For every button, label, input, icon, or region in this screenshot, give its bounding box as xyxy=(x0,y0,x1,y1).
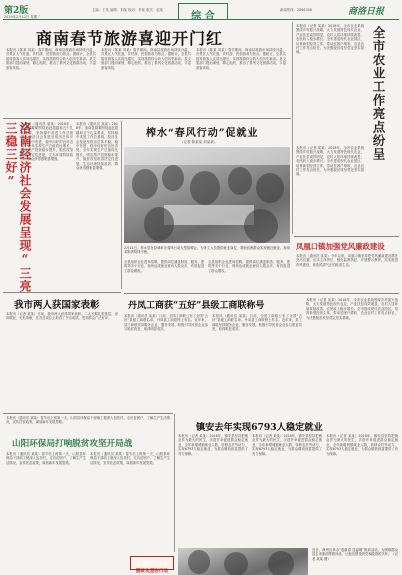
lead-story-body-2: 本报讯（陈某 刘某）春节期间，商南县旅游市场持续升温，各景区人气旺盛，乡村游、民俗游成为热点。据统计，全县共接待游客人次同比增长，实现旅游综合收入创历史新高。县文旅部门提前谋划，精心组织，推出了系列文化旅游活动，丰富游客体验。 xyxy=(101,48,191,70)
zhen-an-body-3: 本报讯（记者 某某）2018年，镇安县坚持把就业作为最大的民生，多措并举促进群众稳定就业，全年新增城镇就业人数，转移农村劳动力，实现6793人稳定就业，为群众增收致富提供了有力保障。 xyxy=(326,434,398,456)
lead-headline: 商南春节旅游喜迎开门红 xyxy=(36,29,224,48)
feature-headline: 榨水“春风行动”促就业 xyxy=(146,128,259,139)
job-fair-photo xyxy=(124,147,290,243)
gongshang-top-rule xyxy=(124,293,399,294)
masthead-logo: 商洛日报 xyxy=(348,7,385,17)
gongshang-body-2: 本报讯（通讯员 某某）日前，全国工商联公布了全国“五好”县级工商联名单，丹凤县工商联榜上有名。近年来，县工商联坚持服务企业、服务发展，积极引导民营企业参与脱贫攻坚，取得明显成效。 xyxy=(212,314,302,332)
shanyang-top-rule xyxy=(3,413,173,414)
left-vertical-headline: 洛南经济社会发展呈现“三亮三稳三好” xyxy=(4,122,32,293)
shanyang-body-top: 本报讯（通讯员 某某）春节后上班第一天，山阳县环保局干部职工便深入包扶村，走访贫困户，了解生产生活情况，宣传扶贫政策，谋划新年发展思路。 xyxy=(6,416,170,425)
news-hotline: 新闻热线：2866306 xyxy=(280,8,313,12)
biaozhang-top-rule xyxy=(3,292,121,293)
feature-credit: （记者 陈某某 刘某某） xyxy=(180,140,218,144)
right-lower-body: 本报讯（记者 某某）2018年，全市农业系统围绕乡村振兴战略，大力发展特色现代农业，产业扶贫成效明显，农村人居环境持续改善，农民收入稳步增长。全市建成现代农业园区，培育新型经营主体，带动贫困户增收，农业农村工作亮点纷呈，为决胜脱贫攻坚奠定坚实基础。 xyxy=(296,146,364,177)
left-story-body-2: 本报讯（通讯员 某某）2018年，洛南县紧紧围绕追赶超越和五个扎实要求，坚持稳中求进工作总基调，经济社会发展呈现出总体平稳、稳中有进、稳中向好的良好态势。全年实现生产总值同比增长，固定资产投资稳步提升，脱贫攻坚取得决定性进展，生态环境持续改善，群众获得感明显增强。 xyxy=(76,122,118,171)
left-column-divider xyxy=(121,121,122,289)
bottom-column-divider xyxy=(174,414,175,552)
page-number: 第2版 xyxy=(4,6,29,16)
biaozhang-headline: 我市两人获国家表彰 xyxy=(14,300,100,311)
section-label-text: 综 合 xyxy=(191,11,215,22)
shanyang-body-1: 本报讯（通讯员 某某）春节后上班第一天，山阳县环保局干部职工便深入包扶村，走访贫困户，了解生产生活情况，宣传扶贫政策，谋划新年发展思路。 xyxy=(6,452,86,465)
poverty-alleviation-stamp xyxy=(130,556,174,574)
lead-story-body-1: 本报讯（陈某 刘某）春节期间，商南县旅游市场持续升温，各景区人气旺盛，乡村游、民俗游成为热点。据统计，全县共接待游客人次同比增长，实现旅游综合收入创历史新高。县文旅部门提前谋划，精心组织，推出了系列文化旅游活动，丰富游客体验。 xyxy=(6,48,96,70)
dam-body: 本报讯（通讯员 某某）今年以来，凤凰口镇坚持把党风廉政建设摆在突出位置，压实主体责任，强化监督执纪，开展警示教育，扎实推进作风建设，营造风清气正的政治生态。 xyxy=(296,254,398,267)
feature-body-2: 全县组织企业进场招聘，提供岗位涵盖制造、服务、建筑等多个行业，现场达成就业意向人数众多，有效促进了群众增收。 xyxy=(208,260,290,273)
shanyang-body-2: 本报讯（通讯员 某某）春节后上班第一天，山阳县环保局干部职工便深入包扶村，走访贫困户，了解生产生活情况，宣传扶贫政策，谋划新年发展思路。 xyxy=(90,452,170,465)
gongshang-body-1: 本报讯（通讯员 某某）日前，全国工商联公布了全国“五好”县级工商联名单，丹凤县工商联榜上有名。近年来，县工商联坚持服务企业、服务发展，积极引导民营企业参与脱贫攻坚，取得明显成效。 xyxy=(124,314,208,332)
dam-headline: 凤凰口镇加强党风廉政建设 xyxy=(296,242,385,251)
date-line: 2019年2月12日 星期二 xyxy=(4,15,41,19)
zhen-an-body-2: 本报讯（记者 某某）2018年，镇安县坚持把就业作为最大的民生，多措并举促进群众稳定就业，全年新增城镇就业人数，转移农村劳动力，实现6793人稳定就业，为群众增收致富提供了有力保障。 xyxy=(252,434,322,456)
feature-body-1: 全县组织企业进场招聘，提供岗位涵盖制造、服务、建筑等多个行业，现场达成就业意向人数众多，有效促进了群众增收。 xyxy=(124,260,204,273)
right-vertical-headline: 全市农业工作亮点纷呈 xyxy=(371,26,386,161)
column-divider xyxy=(292,22,293,234)
gongshang-headline: 丹凤工商获“五好”县级工商联称号 xyxy=(128,301,265,311)
stamp-text: 脱贫攻坚在行动 xyxy=(135,569,169,574)
lead-story-body-3: 本报讯（陈某 刘某）春节期间，商南县旅游市场持续升温，各景区人气旺盛，乡村游、民俗游成为热点。据统计，全县共接待游客人次同比增长，实现旅游综合收入创历史新高。县文旅部门提前谋划，精心组织，推出了系列文化旅游活动，丰富游客体验。 xyxy=(196,48,286,70)
editor-credits: 主编：王某 编辑：刘某 校对：李某 版式：赵某 xyxy=(92,8,164,12)
zhen-an-body-1: 本报讯（记者 某某）2018年，镇安县坚持把就业作为最大的民生，多措并举促进群众稳定就业，全年新增城镇就业人数，转移农村劳动力，实现6793人稳定就业，为群众增收致富提供了有力保障。 xyxy=(178,434,248,456)
feature-caption: 2月11日，柞水县在县城举办春风行动大型招聘会，为务工人员提供就业岗位，帮助贫困群众实现就近就业，现场求职者络绎不绝。 xyxy=(124,246,290,255)
right-upper-body: 本报讯（记者 某某）2018年，全市农业系统围绕乡村振兴战略，大力发展特色现代农业，产业扶贫成效明显，农村人居环境持续改善，农民收入稳步增长。全市建成现代农业园区，培育新型经营主体，带动贫困户增收，农业农村工作亮点纷呈，为决胜脱贫攻坚奠定坚实基础。 xyxy=(296,24,364,55)
bottom-photo-caption: 近日，商州区举办“迎新春 送温暖”慰问活动，为困难群众送去米面油等慰问品，让他们感受到党和政府的关怀。（记者 某某 摄） xyxy=(312,548,398,561)
lead-bottom-rule xyxy=(3,118,291,119)
header-rule xyxy=(3,19,399,20)
zhen-an-headline: 镇安去年实现6793人稳定就业 xyxy=(196,422,323,433)
dam-top-rule xyxy=(294,236,399,237)
shanyang-headline: 山阳环保局打响脱贫攻坚开局战 xyxy=(12,439,133,449)
gongshang-body-3: 本报讯（记者 某某）2018年，全市农业系统围绕乡村振兴战略，大力发展特色现代农业，产业扶贫成效明显，农村人居环境持续改善，农民收入稳步增长。全市建成现代农业园区，培育新型经营主体，带动贫困户增收，农业农村工作亮点纷呈，为决胜脱贫攻坚奠定坚实基础。 xyxy=(306,298,398,320)
biaozhang-body: 本报讯（记者 某某）日前，我市两人获得国家表彰。二人长期扎根基层，爱岗敬业，无私奉献，在各自岗位上取得了突出成绩，受到群众广泛好评。 xyxy=(6,312,118,321)
section-label xyxy=(178,3,228,20)
bottom-photo xyxy=(178,548,308,575)
left-story-body-1: 本报讯（通讯员 某某）2018年，洛南县紧紧围绕追赶超越和五个扎实要求，坚持稳中求进工作总基调，经济社会发展呈现出总体平稳、稳中有进、稳中向好的良好态势。全年实现生产总值同比增长，固定资产投资稳步提升，脱贫攻坚取得决定性进展，生态环境持续改善，群众获得感明显增强。 xyxy=(21,122,73,162)
